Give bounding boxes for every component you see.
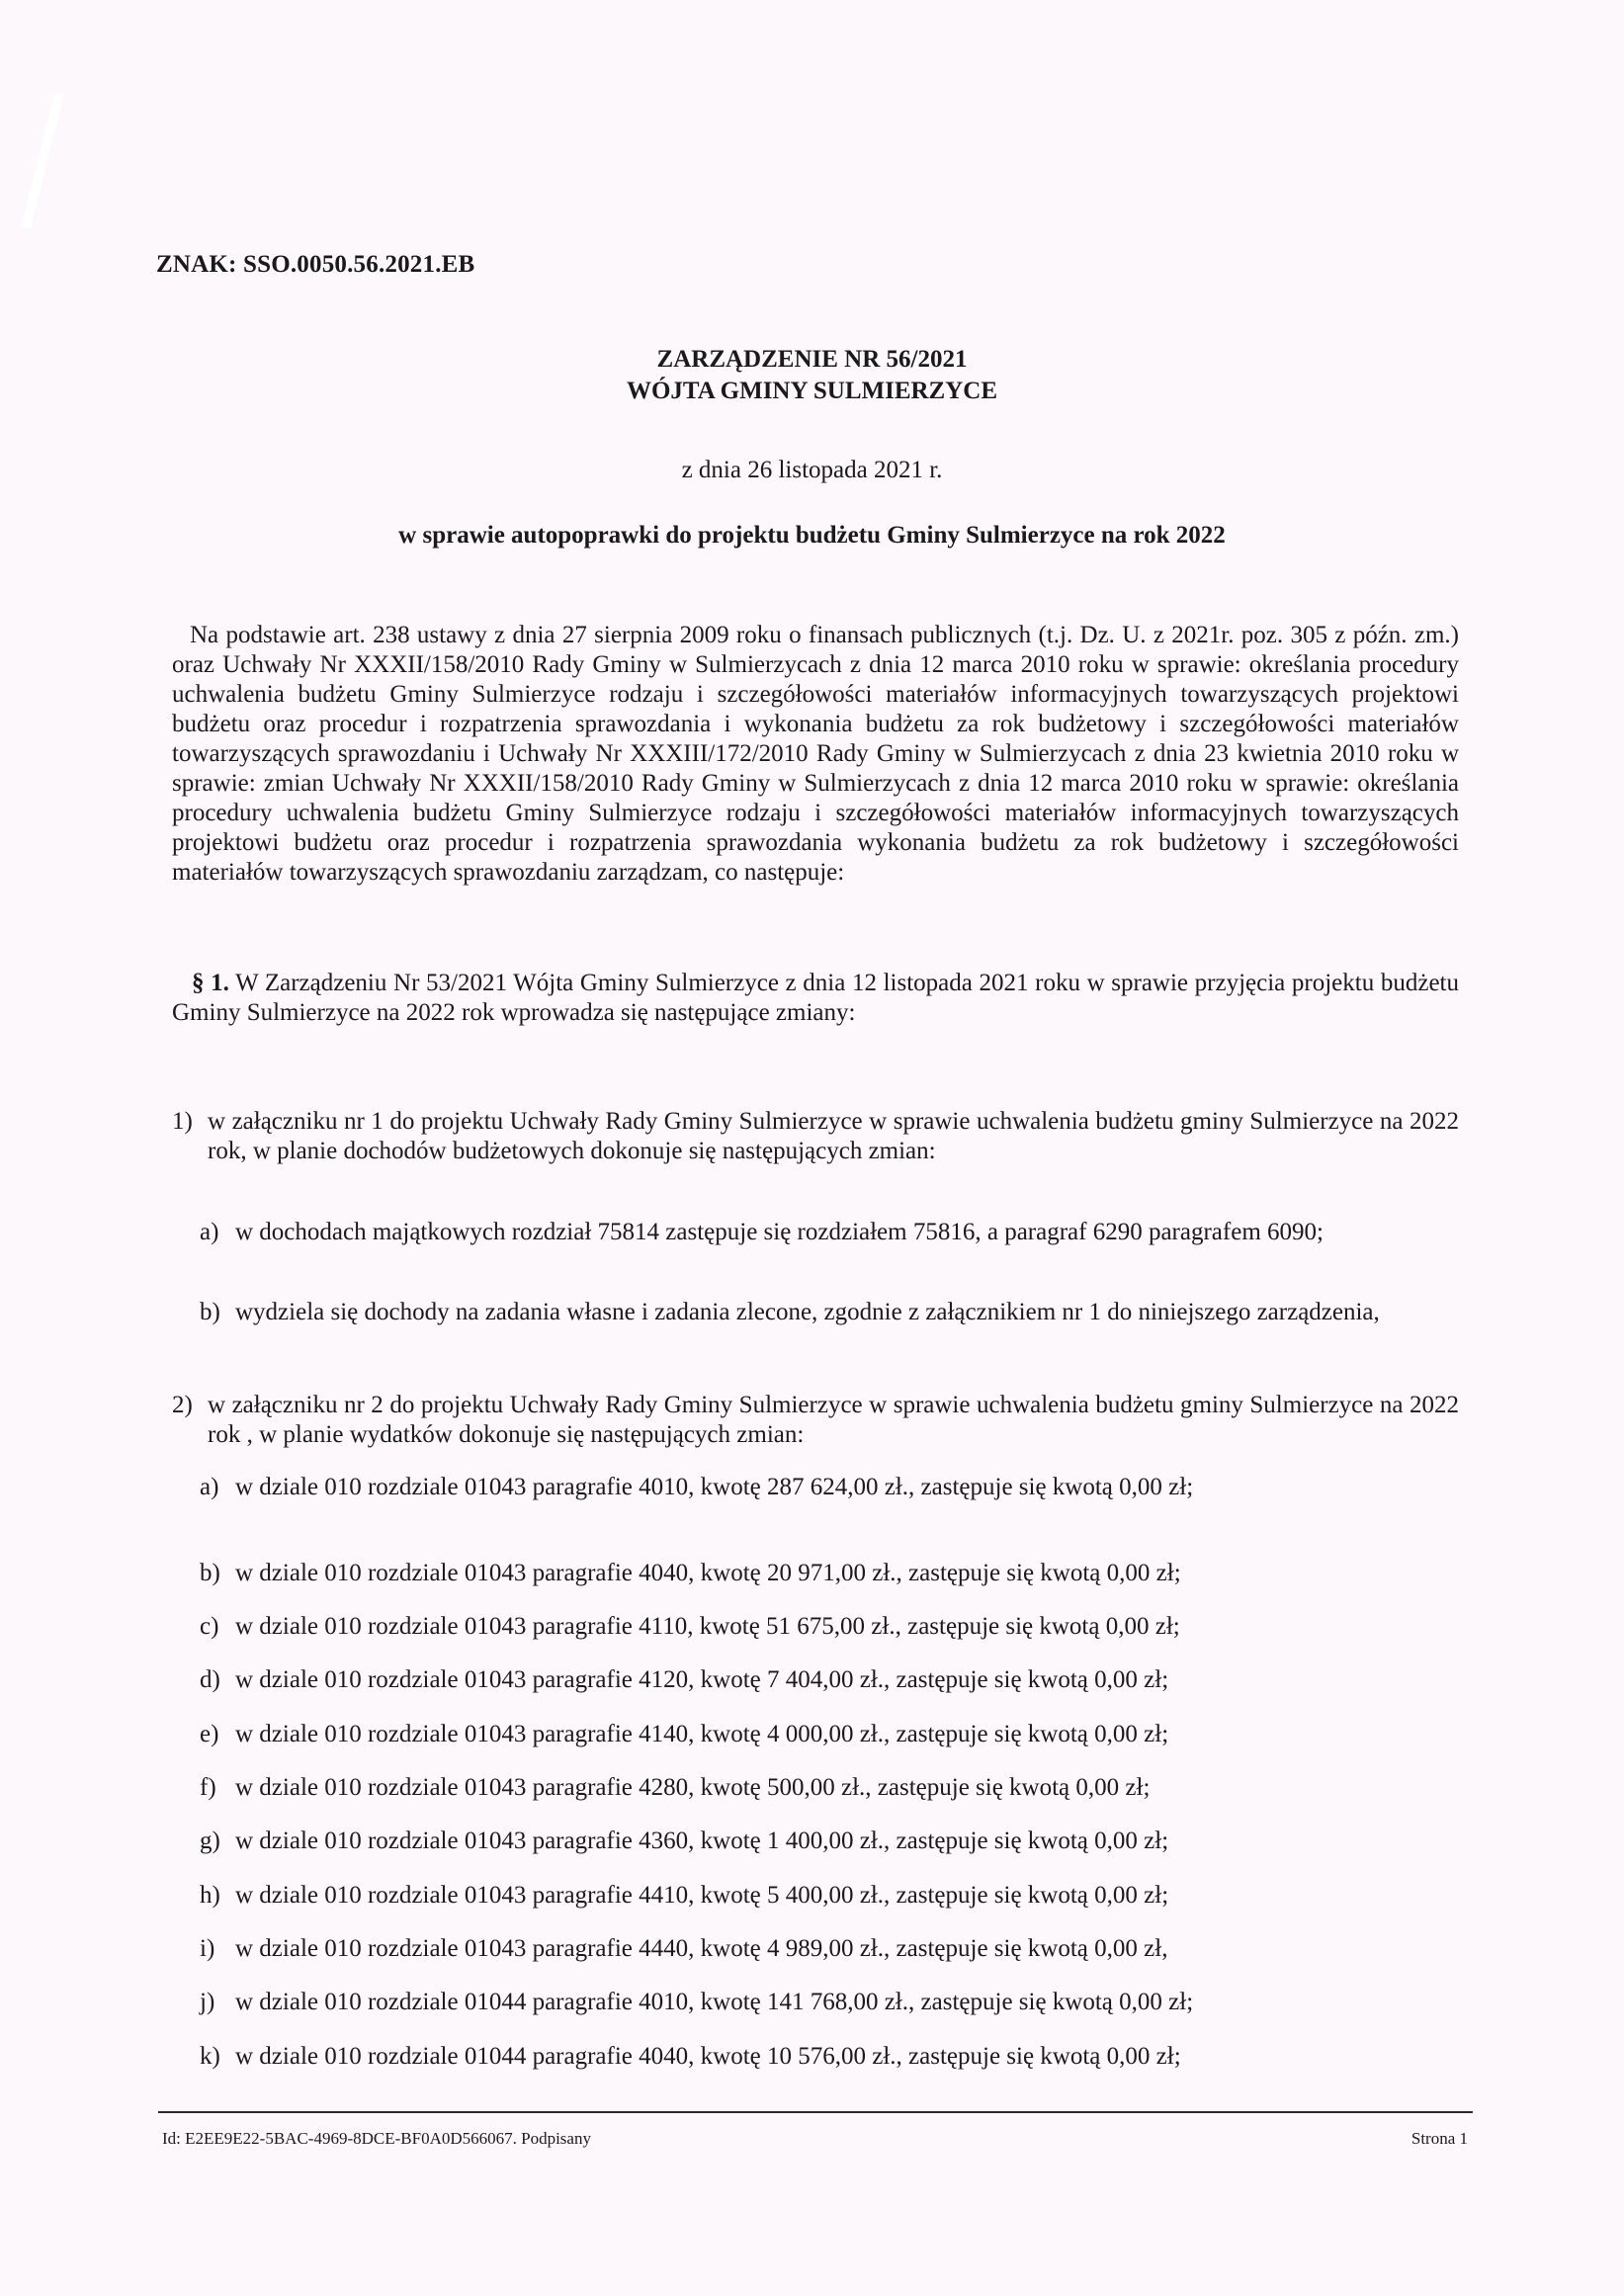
list-item-2g [200, 1827, 1459, 1856]
legal-basis-paragraph: Na podstawie art. 238 ustawy z dnia 27 sierpnia 2009 roku o finansach publicznych (t.j. Dz. U. z 2021r. poz. 305 z późn. zm.) oraz Uchwały Nr XXXII/158/2010 Rady Gminy w Sulmierzycach z dnia 12 marca 2010 roku w sprawie: określania procedury uchwalenia budżetu Gminy Sulmierzyce rodzaju i szczegółowości materiałów informacyjnych towarzyszących projektowi budżetu oraz procedur i rozpatrzenia sprawozdania i wykonania budżetu za rok budżetowy i szczegółowości materiałów towarzyszących sprawozdaniu i Uchwały Nr XXXIII/172/2010 Rady Gminy w Sulmierzycach z dnia 23 kwietnia 2010 roku w sprawie: zmian Uchwały Nr XXXII/158/2010 Rady Gminy w Sulmierzycach z dnia 12 marca 2010 roku w sprawie: określania procedury uchwalenia budżetu Gminy Sulmierzyce rodzaju i szczegółowości materiałów informacyjnych towarzyszących projektowi budżetu oraz procedur i rozpatrzenia sprawozdania wykonania budżetu za rok budżetowy i szczegółowości materiałów towarzyszących sprawozdaniu zarządzam, co następuje: [172, 622, 1459, 886]
document-sign: ZNAK: SSO.0050.56.2021.EB [156, 251, 475, 278]
item-label: e) [200, 1721, 219, 1747]
list-item-2e [200, 1720, 1459, 1749]
item-text: w załączniku nr 1 do projektu Uchwały Rady Gminy Sulmierzyce w sprawie uchwalenia budżetu gminy Sulmierzyce na 2022 rok, w planie dochodów budżetowych dokonuje się następujących zmian: [208, 1108, 1459, 1164]
section-1-paragraph [172, 969, 1459, 1028]
title-line-2: WÓJTA GMINY SULMIERZYCE [626, 378, 998, 404]
item-text: w dziale 010 rozdziale 01044 paragrafie 4010, kwotę 141 768,00 zł., zastępuje się kwotą 0,00 zł; [235, 1989, 1194, 2015]
item-label: b) [200, 1560, 220, 1586]
item-label: g) [200, 1828, 220, 1854]
item-label: 2) [172, 1392, 193, 1418]
title-line-1: ZARZĄDZENIE NR 56/2021 [656, 346, 968, 373]
footer-divider [158, 2111, 1473, 2113]
scan-artifact [21, 94, 64, 227]
item-label: 1) [172, 1108, 193, 1135]
list-item-2k [200, 2042, 1459, 2072]
footer-page-number: Strona 1 [1410, 2129, 1468, 2148]
item-text: w dziale 010 rozdziale 01043 paragrafie 4120, kwotę 7 404,00 zł., zastępuje się kwotą 0,00 zł; [235, 1666, 1169, 1693]
item-label: i) [200, 1935, 215, 1962]
item-text: w dziale 010 rozdziale 01043 paragrafie 4010, kwotę 287 624,00 zł., zastępuje się kwotą 0,00 zł; [235, 1474, 1194, 1500]
item-text: w dziale 010 rozdziale 01043 paragrafie 4410, kwotę 5 400,00 zł., zastępuje się kwotą 0,00 zł; [235, 1882, 1169, 1909]
list-item-2b [200, 1559, 1459, 1588]
list-item-2d [200, 1665, 1459, 1695]
item-label: a) [200, 1474, 219, 1500]
list-item-2h [200, 1881, 1459, 1911]
item-text: w dziale 010 rozdziale 01043 paragrafie 4140, kwotę 4 000,00 zł., zastępuje się kwotą 0,00 zł; [235, 1721, 1169, 1747]
item-text: w dziale 010 rozdziale 01043 paragrafie 4280, kwotę 500,00 zł., zastępuje się kwotą 0,00 zł; [235, 1774, 1151, 1801]
list-item-2i [200, 1934, 1459, 1964]
document-subject: w sprawie autopoprawki do projektu budżetu Gminy Sulmierzyce na rok 2022 [398, 522, 1226, 549]
item-label: b) [200, 1299, 220, 1325]
list-item-point-2 [172, 1391, 1459, 1450]
item-label: j) [200, 1989, 215, 2015]
section-1-text: W Zarządzeniu Nr 53/2021 Wójta Gminy Sulmierzyce z dnia 12 listopada 2021 roku w sprawie przyjęcia projektu budżetu Gminy Sulmierzyce na 2022 rok wprowadza się następujące zmiany: [172, 970, 1459, 1026]
item-label: k) [200, 2043, 220, 2070]
item-label: d) [200, 1666, 220, 1693]
list-item-2f [200, 1773, 1459, 1803]
document-date: z dnia 26 listopada 2021 r. [681, 457, 943, 483]
item-text: w dziale 010 rozdziale 01044 paragrafie 4040, kwotę 10 576,00 zł., zastępuje się kwotą 0,00 zł; [235, 2043, 1181, 2070]
footer-document-id: Id: E2EE9E22-5BAC-4969-8DCE-BF0A0D566067. Podpisany [162, 2129, 591, 2148]
item-text: w dziale 010 rozdziale 01043 paragrafie 4360, kwotę 1 400,00 zł., zastępuje się kwotą 0,00 zł; [235, 1828, 1169, 1854]
document-title [0, 344, 1624, 407]
item-label: f) [200, 1774, 216, 1801]
item-text: w załączniku nr 2 do projektu Uchwały Rady Gminy Sulmierzyce w sprawie uchwalenia budżetu gminy Sulmierzyce na 2022 rok , w planie wydatków dokonuje się następujących zmian: [208, 1392, 1459, 1448]
list-item-1b [200, 1298, 1459, 1327]
list-item-1a [200, 1218, 1459, 1247]
item-text: w dochodach majątkowych rozdział 75814 zastępuje się rozdziałem 75816, a paragraf 6290 paragrafem 6090; [235, 1219, 1324, 1245]
item-text: w dziale 010 rozdziale 01043 paragrafie 4440, kwotę 4 989,00 zł., zastępuje się kwotą 0,00 zł, [235, 1935, 1168, 1962]
section-mark: § 1. [192, 970, 229, 996]
list-item-point-1 [172, 1107, 1459, 1166]
item-text: w dziale 010 rozdziale 01043 paragrafie 4040, kwotę 20 971,00 zł., zastępuje się kwotą 0,00 zł; [235, 1560, 1181, 1586]
item-label: h) [200, 1882, 220, 1909]
item-label: a) [200, 1219, 219, 1245]
item-label: c) [200, 1613, 219, 1640]
list-item-2j [200, 1988, 1459, 2017]
item-text: wydziela się dochody na zadania własne i zadania zlecone, zgodnie z załącznikiem nr 1 do niniejszego zarządzenia, [235, 1299, 1380, 1325]
item-text: w dziale 010 rozdziale 01043 paragrafie 4110, kwotę 51 675,00 zł., zastępuje się kwotą 0,00 zł; [235, 1613, 1180, 1640]
list-item-2c [200, 1612, 1459, 1642]
list-item-2a [200, 1473, 1459, 1502]
